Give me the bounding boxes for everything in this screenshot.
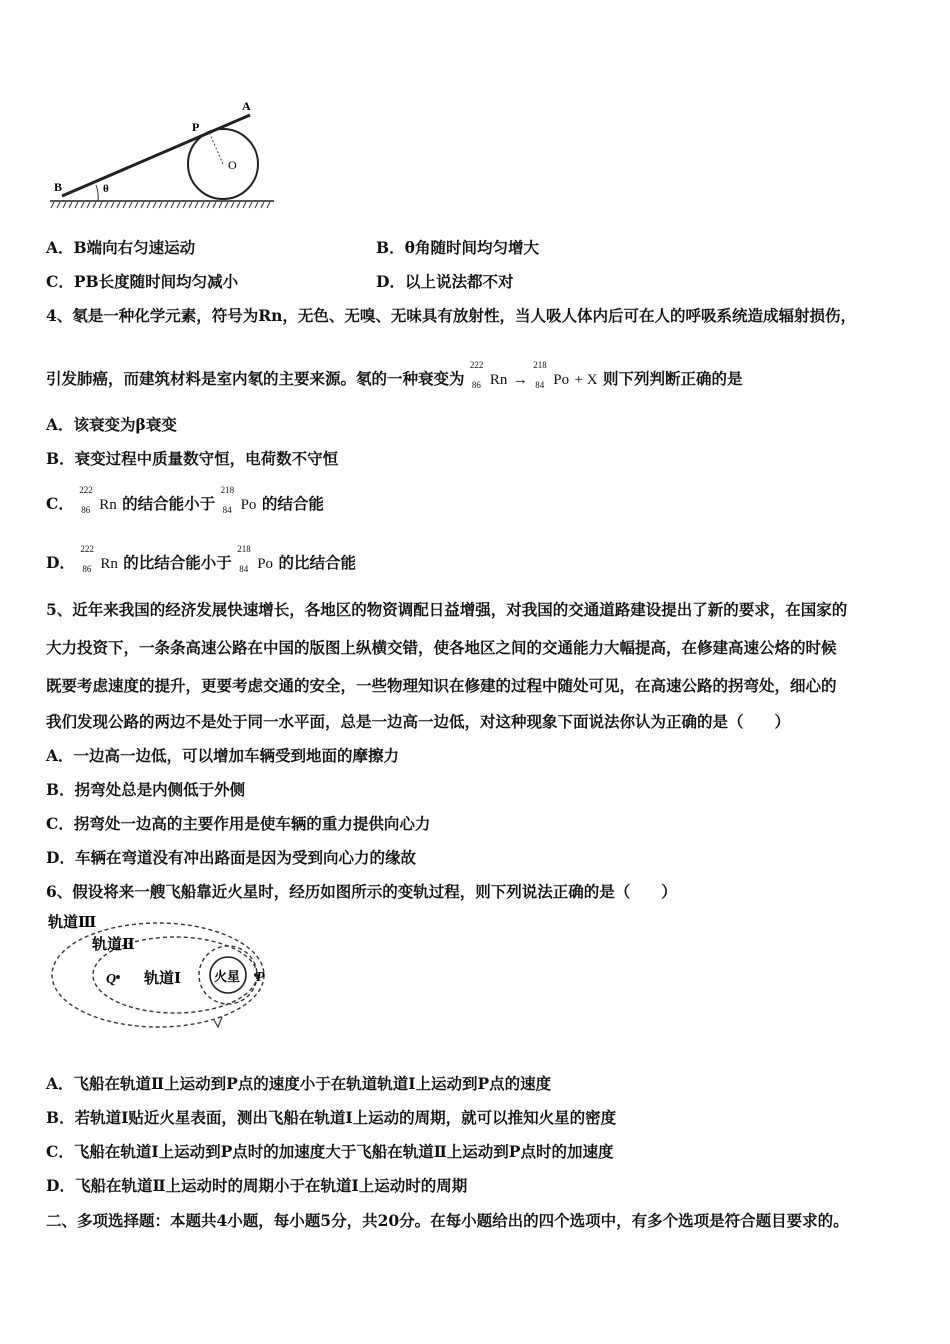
label-a: A (242, 99, 251, 113)
rn-nuclide: 222 86 Rn (79, 485, 117, 515)
po-nuclide: 218 84 Po (533, 360, 570, 390)
q6-option-b: B．若轨道I贴近火星表面，测出飞船在轨道I上运动的周期，就可以推知火星的密度 (46, 1108, 617, 1127)
rn-nuclide: 222 86 Rn (469, 360, 508, 390)
q5-option-c: C．拐弯处一边高的主要作用是使车辆的重力提供向心力 (46, 814, 431, 833)
q3-option-d: D．以上说法都不对 (376, 272, 514, 291)
label-theta: θ (103, 183, 109, 195)
q4-option-a: A．该衰变为β衰变 (46, 415, 177, 434)
q4-stem-line1: 4、氡是一种化学元素，符号为Rn，无色、无嗅、无味具有放射性，当人吸人体内后可在人的呼吸系统造成辐射损伤， (46, 306, 856, 325)
q3-option-a: A．B端向右匀速运动 (46, 238, 196, 257)
po-nuclide: 218 84 Po (220, 485, 257, 515)
q6-option-c: C．飞船在轨道I上运动到P点时的加速度大于飞船在轨道Ⅱ上运动到P点时的加速度 (46, 1142, 614, 1161)
label-mars: 火星 (214, 969, 241, 984)
q3-option-b: B．θ角随时间均匀增大 (376, 238, 539, 257)
q4-option-b: B．衰变过程中质量数守恒，电荷数不守恒 (46, 449, 339, 468)
decay-arrow: → (512, 372, 528, 388)
label-p: P (256, 970, 265, 985)
q6-option-a: A．飞船在轨道Ⅱ上运动到P点的速度小于在轨道轨道Ⅰ上运动到P点的速度 (46, 1074, 552, 1093)
po-nuclide: 218 84 Po (237, 544, 274, 574)
q6-option-d: D．飞船在轨道Ⅱ上运动时的周期小于在轨道I上运动时的周期 (46, 1176, 468, 1195)
q5-stem-line2: 大力投资下，一条条高速公路在中国的版图上纵横交错，使各地区之间的交通能力大幅提高，在修建高速公烙的时候 (46, 638, 837, 657)
label-p: P (192, 120, 200, 134)
q5-option-b: B．拐弯处总是内侧低于外侧 (46, 780, 246, 799)
label-o: O (228, 158, 237, 172)
rod (62, 115, 250, 196)
label-b: B (54, 180, 63, 194)
rod-cylinder-figure (40, 95, 290, 215)
q5-stem-line4: 我们发现公路的两边不是处于同一水平面，总是一边高一边低，对这种现象下面说法你认为正确的是（ ） (46, 712, 791, 731)
label-q: Q (106, 972, 117, 987)
q5-option-d: D．车辆在弯道没有冲出路面是因为受到向心力的缘故 (46, 848, 416, 867)
q4-option-c: C． 222 86 Rn 的结合能小于 218 84 Po 的结合能 (46, 485, 324, 515)
section-2-heading: 二、多项选择题：本题共4小题，每小题5分，共20分。在每小题给出的四个选项中，有多个选项是符合题目要求的。 (46, 1211, 849, 1230)
q4-stem-line2 (46, 360, 743, 390)
q3-option-c: C．PB长度随时间均匀减小 (46, 272, 239, 291)
q5-stem-line3: 既要考虑速度的提升，更要考虑交通的安全，一些物理知识在修建的过程中随处可见，在高速公路的拐弯处，细心的 (46, 676, 837, 695)
q6-stem: 6、假设将来一艘飞船靠近火星时，经历如图所示的变轨过程，则下列说法正确的是（ ） (46, 882, 677, 901)
label-orbit-2: 轨道Ⅱ (92, 937, 135, 953)
label-orbit-3: 轨道Ⅲ (48, 915, 97, 931)
q4-stem-text: 引发肺癌，而建筑材料是室内氡的主要来源。氡的一种衰变为 (46, 369, 465, 388)
rn-nuclide: 222 86 Rn (80, 544, 118, 574)
label-orbit-1: 轨道Ⅰ (144, 971, 182, 987)
q4-stem-post: 则下列判断正确的是 (602, 369, 743, 388)
orbit-figure (40, 905, 290, 1045)
plus-x: + X (574, 372, 598, 388)
q5-stem-line1: 5、近年来我国的经济发展快速增长，各地区的物资调配日益增强，对我国的交通道路建设提出了新的要求，在国家的 (46, 600, 848, 619)
q5-option-a: A．一边高一边低，可以增加车辆受到地面的摩擦力 (46, 746, 400, 765)
q4-option-d: D． 222 86 Rn 的比结合能小于 218 84 Po 的比结合能 (46, 544, 356, 574)
